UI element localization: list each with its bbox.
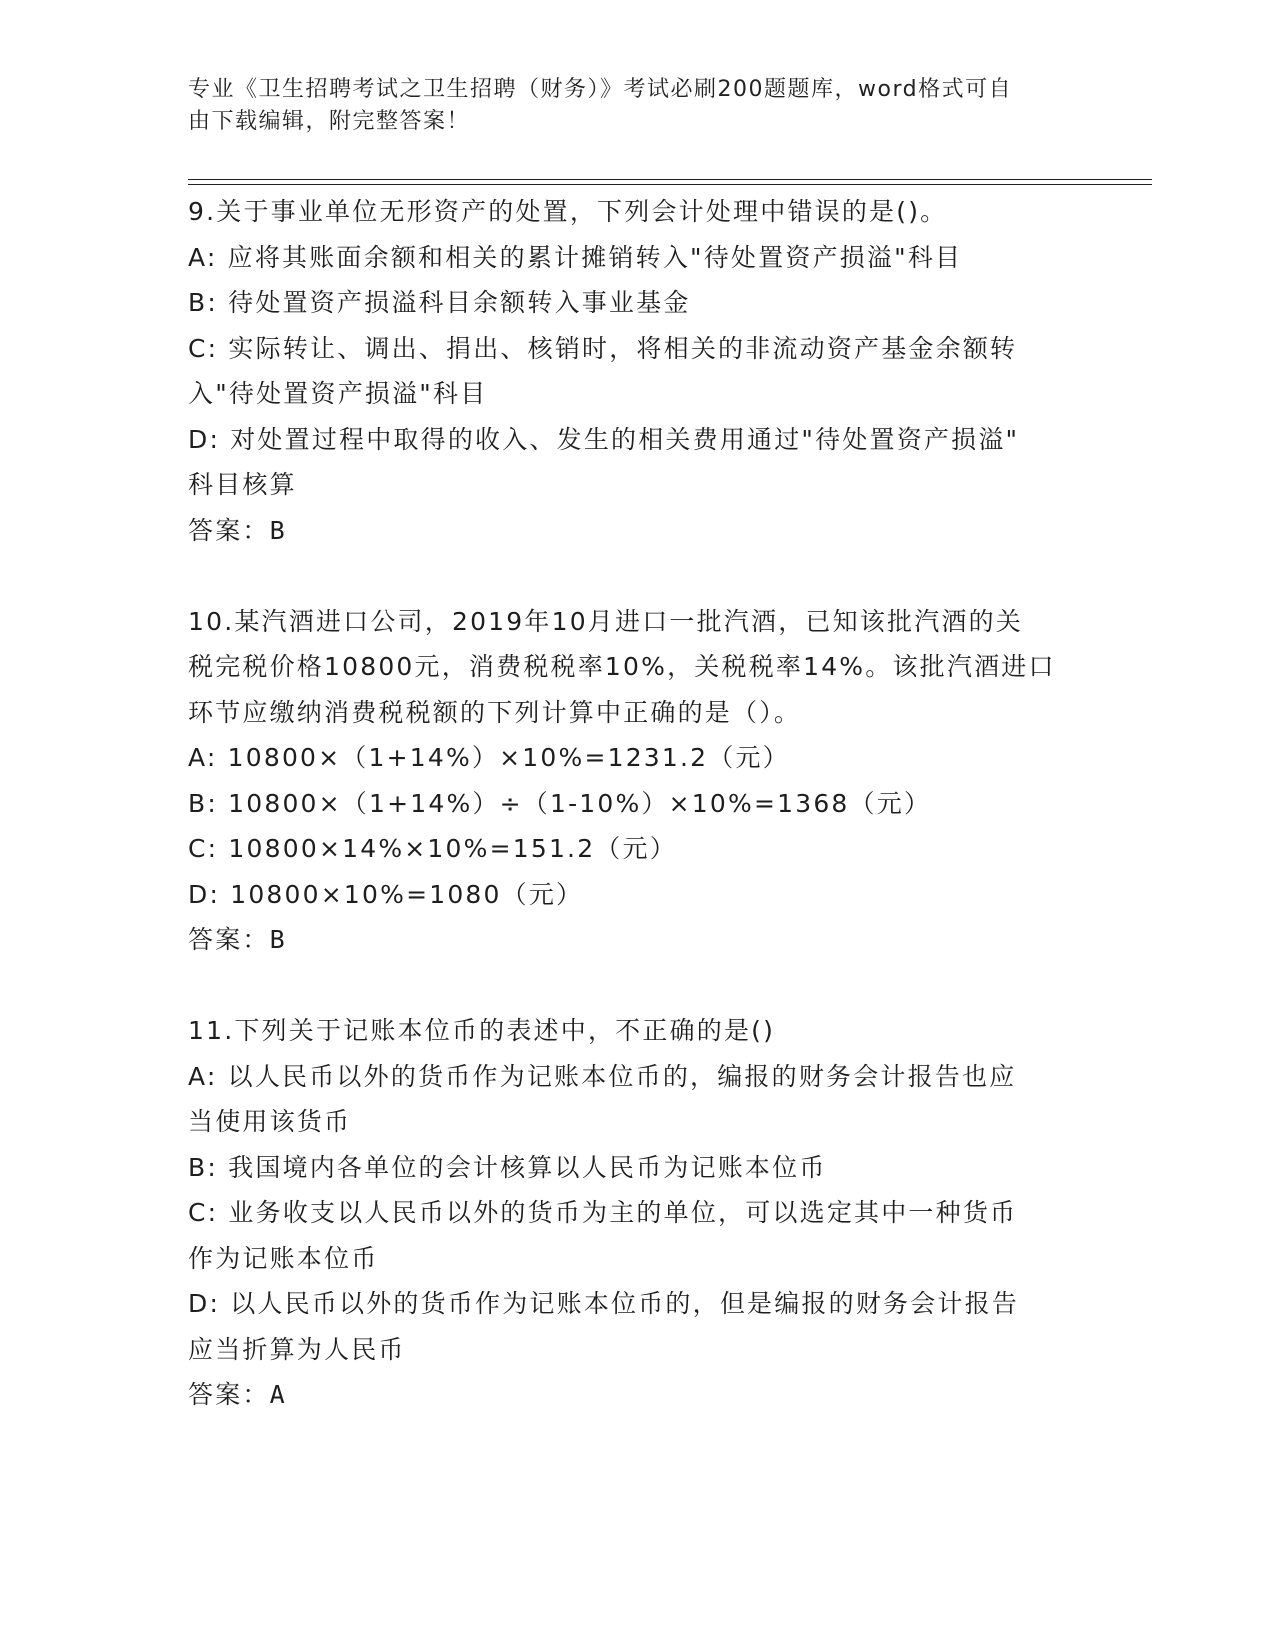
option-b: B: 10800×（1+14%）÷（1-10%）×10%=1368（元）: [188, 788, 932, 818]
question-9: [188, 189, 1088, 553]
option-c: C: 业务收支以人民币以外的货币为主的单位，可以选定其中一种货币: [188, 1198, 1018, 1227]
question-11: [188, 1008, 1088, 1418]
option-d-continued: 科目核算: [188, 470, 297, 499]
answer: [188, 1372, 1088, 1418]
option-d: D: 对处置过程中取得的收入、发生的相关费用通过"待处置资产损溢": [188, 424, 1020, 454]
answer: [188, 508, 1088, 554]
answer: [188, 917, 1088, 963]
header-line: 专业《卫生招聘考试之卫生招聘（财务）》考试必刷200题题库，word格式可自: [188, 77, 1013, 102]
answer-label: 答案：: [188, 515, 270, 545]
option-c: C: 10800×14%×10%=151.2（元）: [188, 834, 677, 863]
question-list: [188, 189, 1088, 1463]
option-d: D: 10800×10%=1080（元）: [188, 879, 584, 909]
option-d-continued: 应当折算为人民币: [188, 1334, 406, 1364]
question-stem-continued: 税完税价格10800元，消费税税率10%，关税税率14%。该批汽酒进口: [188, 652, 1056, 681]
header-divider: [188, 179, 1152, 180]
answer-label: 答案：: [188, 925, 270, 954]
option-a-continued: 当使用该货币: [188, 1107, 352, 1136]
option-b: B: 待处置资产损溢科目余额转入事业基金: [188, 288, 691, 317]
option-d: D: 以人民币以外的货币作为记账本位币的，但是编报的财务会计报告: [188, 1289, 1020, 1318]
option-b: B: 我国境内各单位的会计核算以人民币为记账本位币: [188, 1152, 827, 1182]
document-header: [188, 74, 1068, 138]
option-c: C: 实际转让、调出、捐出、核销时，将相关的非流动资产基金余额转: [188, 333, 1018, 363]
option-c-continued: 作为记账本位币: [188, 1243, 379, 1273]
answer-value: B: [269, 515, 287, 545]
option-a: A: 应将其账面余额和相关的累计摊销转入"待处置资产损溢"科目: [188, 242, 963, 272]
question-stem: 11.下列关于记账本位币的表述中，不正确的是(): [188, 1016, 776, 1045]
question-stem: 9.关于事业单位无形资产的处置，下列会计处理中错误的是()。: [188, 197, 948, 226]
option-a: A: 10800×（1+14%）×10%=1231.2（元）: [188, 743, 790, 772]
answer-label: 答案：: [188, 1380, 270, 1409]
answer-value: B: [269, 925, 287, 954]
option-a: A: 以人民币以外的货币作为记账本位币的，编报的财务会计报告也应: [188, 1061, 1017, 1091]
answer-value: A: [269, 1380, 287, 1409]
header-divider: [188, 184, 1152, 185]
question-10: [188, 599, 1088, 963]
option-c-continued: 入"待处置资产损溢"科目: [188, 379, 488, 408]
question-stem-continued: 环节应缴纳消费税税额的下列计算中正确的是（）。: [188, 697, 802, 727]
header-line: 由下载编辑，附完整答案！: [188, 109, 471, 134]
question-stem: 10.某汽酒进口公司，2019年10月进口一批汽酒，已知该批汽酒的关: [188, 606, 1023, 636]
